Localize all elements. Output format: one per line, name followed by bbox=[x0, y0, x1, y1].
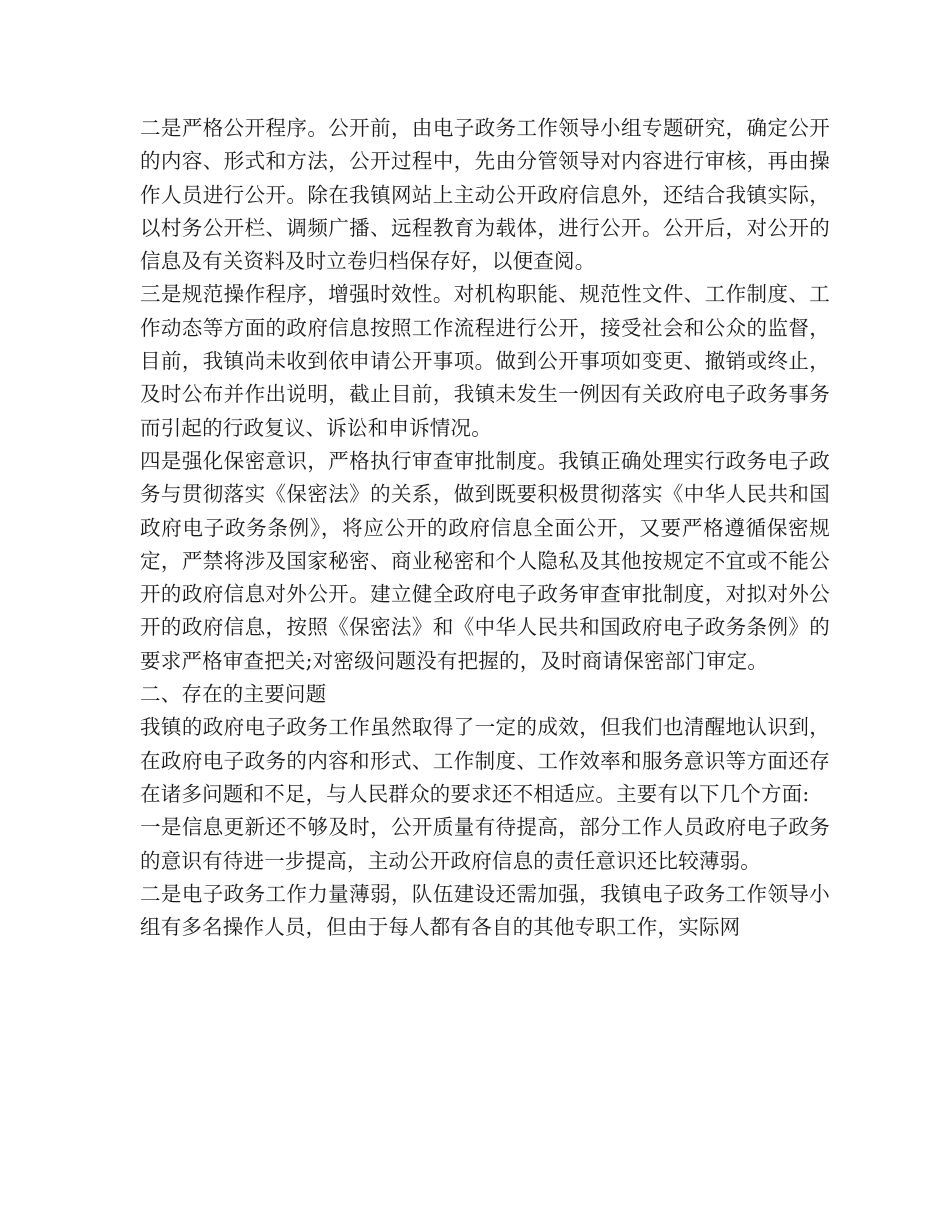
paragraph-problem-one: 一是信息更新还不够及时，公开质量有待提高，部分工作人员政府电子政务的意识有待进一步提高，主动公开政府信息的责任意识还比较薄弱。 bbox=[140, 815, 830, 873]
paragraph-problems-intro: 我镇的政府电子政务工作虽然取得了一定的成效，但我们也清醒地认识到，在政府电子政务的内容和形式、工作制度、工作效率和服务意识等方面还存在诸多问题和不足，与人民群众的要求还不相适应。主要有以下几个方面: bbox=[140, 715, 830, 806]
document-body bbox=[140, 112, 830, 944]
paragraph-problem-two: 二是电子政务工作力量薄弱，队伍建设还需加强，我镇电子政务工作领导小组有多名操作人员，但由于每人都有各自的其他专职工作，实际网 bbox=[140, 881, 830, 940]
paragraph-strict-procedure: 二是严格公开程序。公开前，由电子政务工作领导小组专题研究，确定公开的内容、形式和方法，公开过程中，先由分管领导对内容进行审核，再由操作人员进行公开。除在我镇网站上主动公开政府信息外，还结合我镇实际，以村务公开栏、调频广播、远程教育为载体，进行公开。公开后，对公开的信息及有关资料及时立卷归档保存好，以便查阅。 bbox=[140, 116, 830, 274]
paragraph-confidentiality: 四是强化保密意识，严格执行审查审批制度。我镇正确处理实行政务电子政务与贯彻落实《保密法》的关系，做到既要积极贯彻落实《中华人民共和国政府电子政务条例》，将应公开的政府信息全面公开，又要严格遵循保密规定，严禁将涉及国家秘密、商业秘密和个人隐私及其他按规定不宜或不能公开的政府信息对外公开。建立健全政府电子政务审查审批制度，对拟对外公开的政府信息，按照《保密法》和《中华人民共和国政府电子政务条例》的要求严格审查把关;对密级问题没有把握的，及时商请保密部门审定。 bbox=[140, 448, 830, 673]
paragraph-standardize-operation: 三是规范操作程序，增强时效性。对机构职能、规范性文件、工作制度、工作动态等方面的政府信息按照工作流程进行公开，接受社会和公众的监督，目前，我镇尚未收到依申请公开事项。做到公开事项如变更、撤销或终止，及时公布并作出说明，截止目前，我镇未发生一例因有关政府电子政务事务而引起的行政复议、诉讼和申诉情况。 bbox=[140, 282, 830, 440]
section-heading-main-problems: 二、存在的主要问题 bbox=[140, 682, 327, 707]
